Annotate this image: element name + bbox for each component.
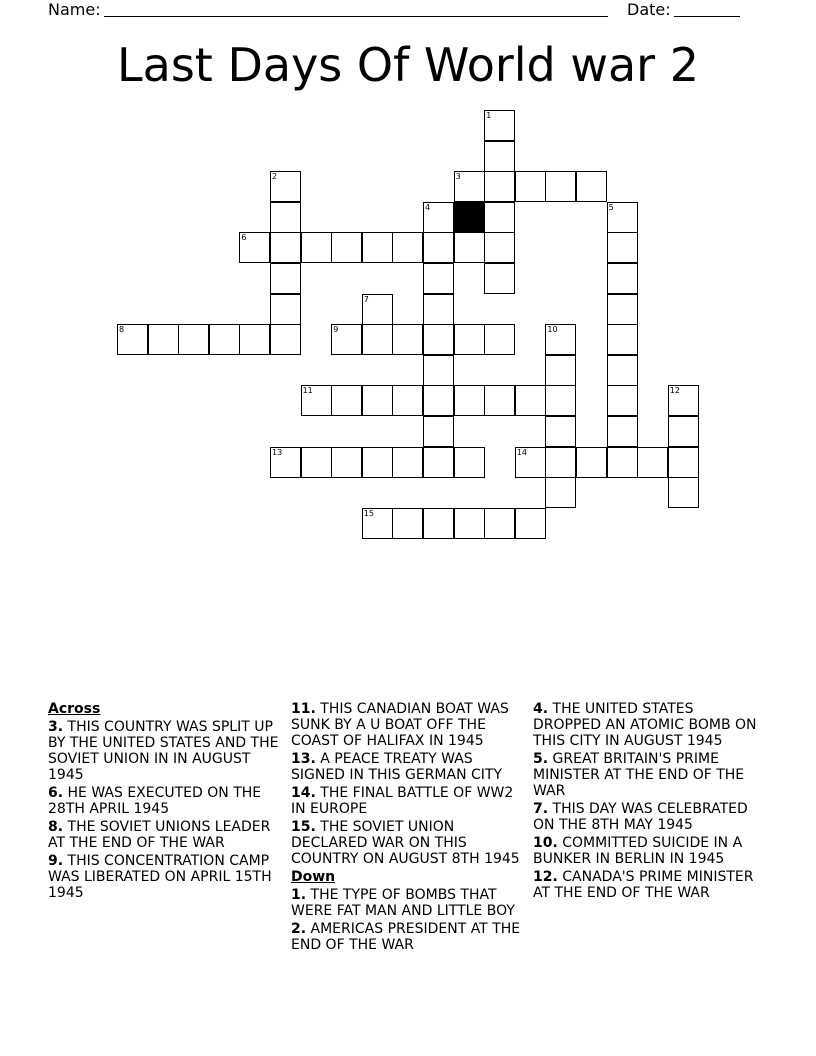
grid-cell[interactable] <box>362 508 393 539</box>
clue-item <box>48 853 280 901</box>
grid-cell[interactable] <box>668 416 699 447</box>
grid-cell[interactable] <box>392 324 423 355</box>
clue-item-number: 7. <box>533 801 549 817</box>
grid-cell[interactable] <box>545 477 576 508</box>
grid-cell[interactable] <box>270 447 301 478</box>
grid-cell[interactable] <box>454 447 485 478</box>
grid-cell[interactable] <box>239 324 270 355</box>
grid-cell[interactable] <box>423 385 454 416</box>
grid-cell[interactable] <box>545 324 576 355</box>
clue-item-text: THE UNITED STATES DROPPED AN ATOMIC BOMB ON THIS CITY IN AUGUST 1945 <box>533 701 757 749</box>
clue-item <box>48 785 280 817</box>
grid-cell[interactable] <box>576 171 607 202</box>
down-heading: Down <box>291 869 336 885</box>
grid-cell[interactable] <box>515 385 546 416</box>
clue-item-number: 3. <box>48 719 64 735</box>
grid-cell[interactable] <box>423 202 454 233</box>
clue-item-text: THE TYPE OF BOMBS THAT WERE FAT MAN AND LITTLE BOY <box>291 887 515 919</box>
clue-item <box>48 819 280 851</box>
grid-cell[interactable] <box>270 171 301 202</box>
grid-cell[interactable] <box>607 355 638 386</box>
name-label: Name: <box>48 0 101 19</box>
clue-item <box>533 751 763 799</box>
clue-item <box>533 801 763 833</box>
grid-cell[interactable] <box>301 447 332 478</box>
clue-number: 8 <box>119 325 125 335</box>
grid-cell[interactable] <box>392 447 423 478</box>
clue-item-text: GREAT BRITAIN'S PRIME MINISTER AT THE END OF THE WAR <box>533 751 745 799</box>
grid-cell[interactable] <box>301 385 332 416</box>
clue-item-number: 9. <box>48 853 64 869</box>
grid-cell[interactable] <box>392 232 423 263</box>
grid-cell[interactable] <box>668 447 699 478</box>
grid-cell[interactable] <box>270 232 301 263</box>
grid-cell[interactable] <box>362 447 393 478</box>
grid-cell[interactable] <box>607 416 638 447</box>
grid-cell[interactable] <box>362 385 393 416</box>
across-clues-list-2 <box>291 701 527 867</box>
grid-cell[interactable] <box>607 447 638 478</box>
clue-item-text: CANADA'S PRIME MINISTER AT THE END OF THE WAR <box>533 869 754 901</box>
clue-item-number: 1. <box>291 887 307 903</box>
clue-item-text: THE SOVIET UNION DECLARED WAR ON THIS COUNTRY ON AUGUST 8TH 1945 <box>291 819 520 867</box>
clue-item-number: 6. <box>48 785 64 801</box>
grid-cell[interactable] <box>545 416 576 447</box>
grid-cell[interactable] <box>484 263 515 294</box>
grid-cell[interactable] <box>423 263 454 294</box>
grid-cell[interactable] <box>484 202 515 233</box>
clue-item-text: HE WAS EXECUTED ON THE 28TH APRIL 1945 <box>48 785 262 817</box>
grid-cell[interactable] <box>270 324 301 355</box>
grid-cell[interactable] <box>607 385 638 416</box>
grid-cell[interactable] <box>545 447 576 478</box>
clue-number: 15 <box>363 508 374 518</box>
grid-cell[interactable] <box>423 416 454 447</box>
grid-cell[interactable] <box>607 232 638 263</box>
grid-cell[interactable] <box>454 508 485 539</box>
clue-item <box>291 701 527 749</box>
grid-cell[interactable] <box>484 385 515 416</box>
clue-item-number: 13. <box>291 751 316 767</box>
grid-cell[interactable] <box>607 324 638 355</box>
clue-number: 9 <box>333 325 339 335</box>
clue-item <box>533 869 763 901</box>
grid-cell[interactable] <box>454 324 485 355</box>
grid-cell[interactable] <box>484 508 515 539</box>
clues-column-1 <box>48 701 280 903</box>
grid-cell[interactable] <box>454 385 485 416</box>
clue-item-text: THIS DAY WAS CELEBRATED ON THE 8TH MAY 1945 <box>533 801 748 833</box>
clue-item-number: 11. <box>291 701 316 717</box>
grid-cell[interactable] <box>515 447 546 478</box>
across-clues-list-1 <box>48 719 280 901</box>
clue-number: 6 <box>241 233 247 243</box>
grid-cell[interactable] <box>454 232 485 263</box>
down-clues-list-1 <box>291 887 527 953</box>
grid-cell[interactable] <box>545 385 576 416</box>
grid-cell[interactable] <box>392 508 423 539</box>
clue-item-text: COMMITTED SUICIDE IN A BUNKER IN BERLIN IN 1945 <box>533 835 743 867</box>
clue-item-text: THIS CANADIAN BOAT WAS SUNK BY A U BOAT OFF THE COAST OF HALIFAX IN 1945 <box>291 701 509 749</box>
grid-cell[interactable] <box>423 294 454 325</box>
grid-cell[interactable] <box>362 294 393 325</box>
grid-cell[interactable] <box>607 294 638 325</box>
clue-item <box>533 701 763 749</box>
clue-number: 13 <box>272 447 283 457</box>
clue-item-text: AMERICAS PRESIDENT AT THE END OF THE WAR <box>291 921 521 953</box>
clues-column-3 <box>533 701 763 903</box>
grid-cell[interactable] <box>423 232 454 263</box>
clue-item-number: 5. <box>533 751 549 767</box>
grid-cell[interactable] <box>270 294 301 325</box>
grid-cell[interactable] <box>362 324 393 355</box>
grid-cell[interactable] <box>148 324 179 355</box>
clue-item <box>291 751 527 783</box>
black-cell <box>454 202 485 233</box>
clue-number: 11 <box>302 386 313 396</box>
down-clues-list-2 <box>533 701 763 901</box>
grid-cell[interactable] <box>392 385 423 416</box>
clue-number: 7 <box>363 294 369 304</box>
grid-cell[interactable] <box>117 324 148 355</box>
grid-cell[interactable] <box>484 141 515 172</box>
clue-item-text: THIS COUNTRY WAS SPLIT UP BY THE UNITED STATES AND THE SOVIET UNION IN IN AUGUST 1945 <box>48 719 279 783</box>
date-label: Date: <box>627 0 671 19</box>
grid-cell[interactable] <box>209 324 240 355</box>
grid-cell[interactable] <box>423 324 454 355</box>
grid-cell[interactable] <box>239 232 270 263</box>
grid-cell[interactable] <box>545 355 576 386</box>
grid-cell[interactable] <box>484 232 515 263</box>
clue-number: 5 <box>608 202 614 212</box>
clue-number: 10 <box>547 325 558 335</box>
clue-item-number: 14. <box>291 785 316 801</box>
grid-cell[interactable] <box>607 202 638 233</box>
clue-item-number: 2. <box>291 921 307 937</box>
grid-cell[interactable] <box>607 263 638 294</box>
clue-item-number: 12. <box>533 869 558 885</box>
clue-item-number: 8. <box>48 819 64 835</box>
clue-number: 1 <box>486 111 492 120</box>
clue-item <box>291 887 527 919</box>
clue-item-text: THE FINAL BATTLE OF WW2 IN EUROPE <box>291 785 514 817</box>
clue-item-number: 4. <box>533 701 549 717</box>
grid-cell[interactable] <box>362 232 393 263</box>
clue-item <box>533 835 763 867</box>
grid-cell[interactable] <box>515 171 546 202</box>
grid-cell[interactable] <box>423 355 454 386</box>
clues-column-2 <box>291 701 527 955</box>
clue-item <box>291 785 527 817</box>
grid-cell[interactable] <box>484 110 515 141</box>
grid-cell[interactable] <box>270 202 301 233</box>
grid-cell[interactable] <box>423 508 454 539</box>
grid-cell[interactable] <box>668 477 699 508</box>
grid-cell[interactable] <box>576 447 607 478</box>
grid-cell[interactable] <box>484 324 515 355</box>
clue-number: 3 <box>455 172 461 182</box>
clue-item <box>48 719 280 783</box>
clue-item-number: 10. <box>533 835 558 851</box>
clue-item-text: THIS CONCENTRATION CAMP WAS LIBERATED ON APRIL 15TH 1945 <box>48 853 272 901</box>
clue-item <box>291 921 527 953</box>
clue-item <box>291 819 527 867</box>
page-title: Last Days Of World war 2 <box>117 38 699 92</box>
clue-item-number: 15. <box>291 819 316 835</box>
grid-cell[interactable] <box>484 171 515 202</box>
grid-cell[interactable] <box>301 232 332 263</box>
grid-cell[interactable] <box>331 324 362 355</box>
clue-number: 2 <box>272 172 278 182</box>
grid-cell[interactable] <box>668 385 699 416</box>
grid-cell[interactable] <box>637 447 668 478</box>
grid-cell[interactable] <box>331 447 362 478</box>
grid-cell[interactable] <box>331 385 362 416</box>
across-heading: Across <box>48 701 101 717</box>
grid-cell[interactable] <box>515 508 546 539</box>
grid-cell[interactable] <box>545 171 576 202</box>
clue-number: 4 <box>425 202 431 212</box>
clue-item-text: THE SOVIET UNIONS LEADER AT THE END OF THE WAR <box>48 819 271 851</box>
grid-cell[interactable] <box>178 324 209 355</box>
clue-item-text: A PEACE TREATY WAS SIGNED IN THIS GERMAN CITY <box>291 751 503 783</box>
grid-cell[interactable] <box>423 447 454 478</box>
grid-cell[interactable] <box>454 171 485 202</box>
grid-cell[interactable] <box>270 263 301 294</box>
grid-cell[interactable] <box>331 232 362 263</box>
clue-number: 12 <box>669 386 680 396</box>
clue-number: 14 <box>516 447 527 457</box>
